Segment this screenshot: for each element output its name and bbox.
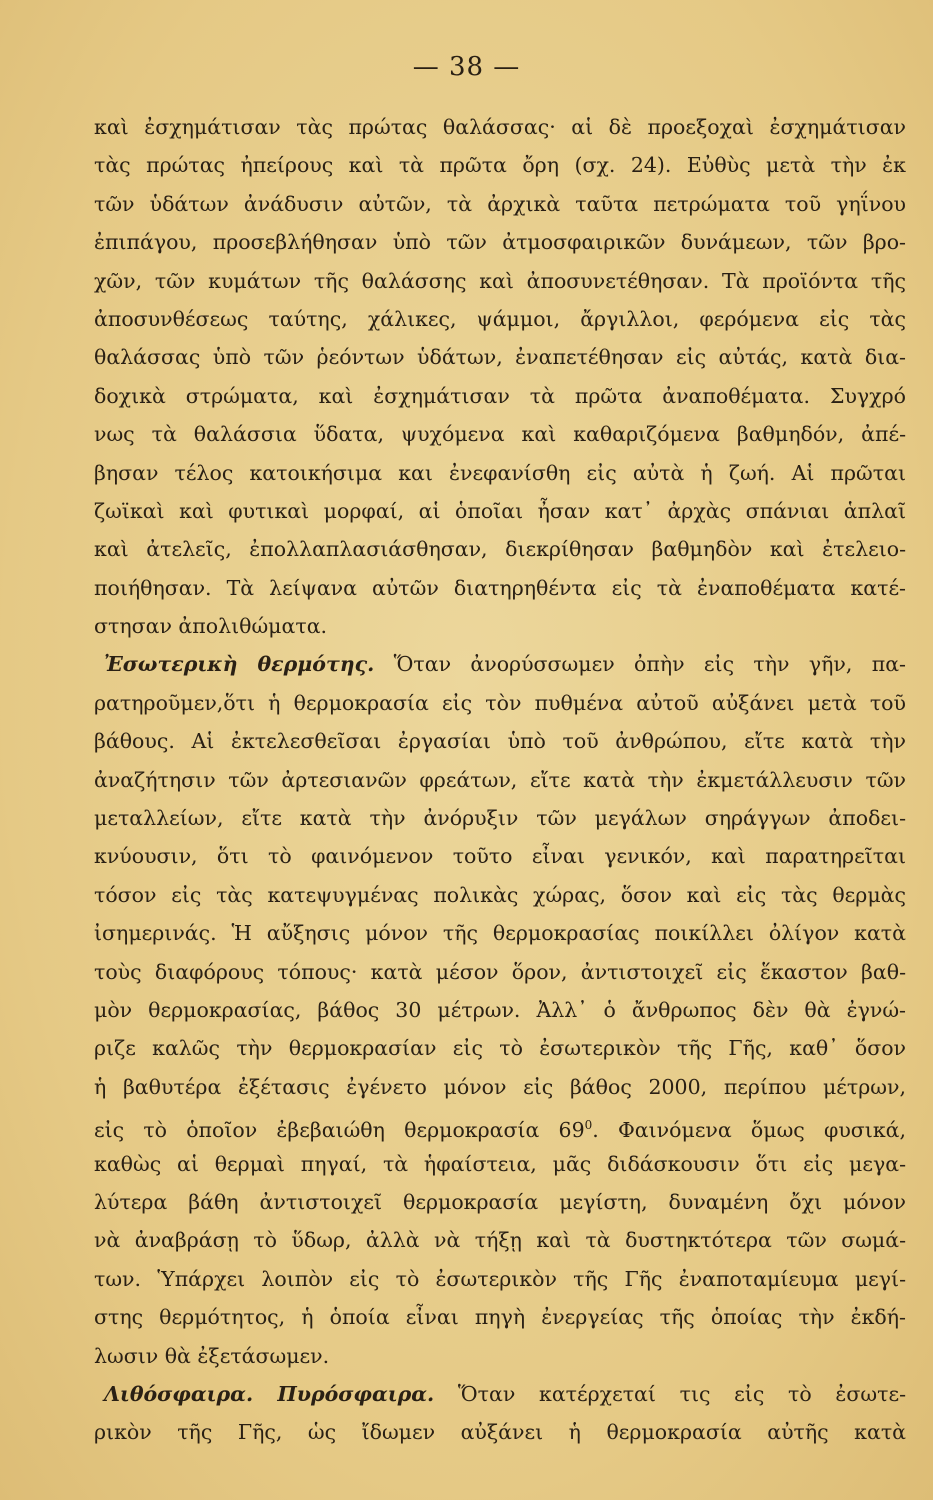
text-run: Ὅταν κατέρχεταί τις εἰς τὸ ἐσωτε- [457,1381,906,1406]
text-line: ἀναζήτησιν τῶν ἀρτεσιανῶν φρεάτων, εἴτε κατὰ τὴν ἐκμετάλλευσιν τῶν [94,767,906,792]
text-line: ρικὸν τῆς Γῆς, ὡς ἴδωμεν αὐξάνει ἡ θερμοκρασία αὐτῆς κατὰ [94,1420,906,1445]
text-line: δοχικὰ στρώματα, καὶ ἐσχημάτισαν τὰ πρῶτα ἀναποθέματα. Συγχρό [94,383,906,408]
page-text [94,108,906,1452]
text-line: ἀποσυνθέσεως ταύτης, χάλικες, ψάμμοι, ἄργιλλοι, φερόμενα εἰς τὰς [94,306,906,331]
section-heading-lithosphere: Λιθόσφαιρα. Πυρόσφαιρα. [104,1381,435,1406]
text-line: τῶν ὑδάτων ἀνάδυσιν αὐτῶν, τὰ ἀρχικὰ ταῦτα πετρώματα τοῦ γηΐνου [94,191,906,216]
text-line: μεταλλείων, εἴτε κατὰ τὴν ἀνόρυξιν τῶν μεγάλων σηράγγων ἀποδει- [94,806,906,831]
section-heading-internal-heat: Ἐσωτερικὴ θερμότης. [104,652,375,677]
paragraph-internal-heat [94,645,906,1374]
paragraph-lithosphere [94,1375,906,1452]
text-line: τόσον εἰς τὰς κατεψυγμένας πολικὰς χώρας, ὅσον καὶ εἰς τὰς θερμὰς [94,882,906,907]
text-run: εἰς τὸ ὁποῖον ἐβεβαιώθη θερμοκρασία 69 [94,1118,585,1143]
text-line: ρατηροῦμεν,ὅτι ἡ θερμοκρασία εἰς τὸν πυθμένα αὐτοῦ αὐξάνει μετὰ τοῦ [94,690,906,715]
text-line [94,645,906,683]
degree-superscript: 0 [584,1118,593,1133]
text-line: καθὼς αἱ θερμαὶ πηγαί, τὰ ἡφαίστεια, μᾶς διδάσκουσιν ὅτι εἰς μεγα- [94,1151,906,1176]
text-line: ζωϊκαὶ καὶ φυτικαὶ μορφαί, αἱ ὁποῖαι ἦσαν κατ᾽ ἀρχὰς σπάνιαι ἁπλαῖ [94,498,906,523]
text-line: στης θερμότητος, ἡ ὁποία εἶναι πηγὴ ἐνεργείας τῆς ὁποίας τὴν ἐκδή- [94,1305,906,1330]
text-line [94,1375,906,1413]
text-line: ἰσημερινάς. Ἡ αὔξησις μόνον τῆς θερμοκρασίας ποικίλλει ὀλίγον κατὰ [94,921,906,946]
text-line: θαλάσσας ὑπὸ τῶν ῥεόντων ὑδάτων, ἐναπετέθησαν εἰς αὐτάς, κατὰ δια- [94,345,906,370]
text-line: λύτερα βάθη ἀντιστοιχεῖ θερμοκρασία μεγίστη, δυναμένη ὄχι μόνον [94,1189,906,1214]
text-line: βάθους. Αἱ ἐκτελεσθεῖσαι ἐργασίαι ὑπὸ τοῦ ἀνθρώπου, εἴτε κατὰ τὴν [94,729,906,754]
text-line: νως τὰ θαλάσσια ὕδατα, ψυχόμενα καὶ καθαριζόμενα βαθμηδόν, ἀπέ- [94,422,906,447]
text-line: βησαν τέλος κατοικήσιμα και ἐνεφανίσθη εἰς αὐτὰ ἡ ζωή. Αἱ πρῶται [94,460,906,485]
paragraph-crust-formation [94,108,906,645]
text-run: . Φαινόμενα ὅμως φυσικά, [592,1118,906,1143]
text-line: ποιήθησαν. Τὰ λείψανα αὐτῶν διατηρηθέντα εἰς τὰ ἐναποθέματα κατέ- [94,575,906,600]
text-line: τὰς πρώτας ἠπείρους καὶ τὰ πρῶτα ὄρη (σχ. 24). Εὐθὺς μετὰ τὴν ἐκ [94,153,906,178]
text-line: στησαν ἀπολιθώματα. [94,614,328,639]
text-line [94,1106,906,1144]
text-line: των. Ὑπάρχει λοιπὸν εἰς τὸ ἐσωτερικὸν τῆς Γῆς ἐναποταμίευμα μεγί- [94,1266,906,1291]
page-number: — 38 — [412,52,521,82]
text-line: καὶ ἀτελεῖς, ἐπολλαπλασιάσθησαν, διεκρίθησαν βαθμηδὸν καὶ ἐτελειο- [94,537,906,562]
text-line: κνύουσιν, ὅτι τὸ φαινόμενον τοῦτο εἶναι γενικόν, καὶ παρατηρεῖται [94,844,906,869]
text-line: τοὺς διαφόρους τόπους· κατὰ μέσον ὅρον, ἀντιστοιχεῖ εἰς ἕκαστον βαθ- [94,959,906,984]
text-line: χῶν, τῶν κυμάτων τῆς θαλάσσης καὶ ἀποσυνετέθησαν. Τὰ προϊόντα τῆς [94,268,906,293]
text-line: μὸν θερμοκρασίας, βάθος 30 μέτρων. Ἀλλ᾽ ὁ ἄνθρωπος δὲν θὰ ἐγνώ- [94,997,906,1022]
text-line: νὰ ἀναβράσῃ τὸ ὕδωρ, ἀλλὰ νὰ τήξῃ καὶ τὰ δυστηκτότερα τῶν σωμά- [94,1228,906,1253]
text-line: λωσιν θὰ ἐξετάσωμεν. [94,1343,330,1368]
text-run: Ὅταν ἀνορύσσωμεν ὀπὴν εἰς τὴν γῆν, πα- [393,652,906,677]
text-line: ριζε καλῶς τὴν θερμοκρασίαν εἰς τὸ ἐσωτερικὸν τῆς Γῆς, καθ᾽ ὅσον [94,1036,906,1061]
text-line: ἡ βαθυτέρα ἐξέτασις ἐγένετο μόνον εἰς βάθος 2000, περίπου μέτρων, [94,1074,906,1099]
text-line: ἐπιπάγου, προσεβλήθησαν ὑπὸ τῶν ἀτμοσφαιρικῶν δυνάμεων, τῶν βρο- [94,230,906,255]
text-line: καὶ ἐσχημάτισαν τὰς πρώτας θαλάσσας· αἱ δὲ προεξοχαὶ ἐσχημάτισαν [94,115,906,139]
